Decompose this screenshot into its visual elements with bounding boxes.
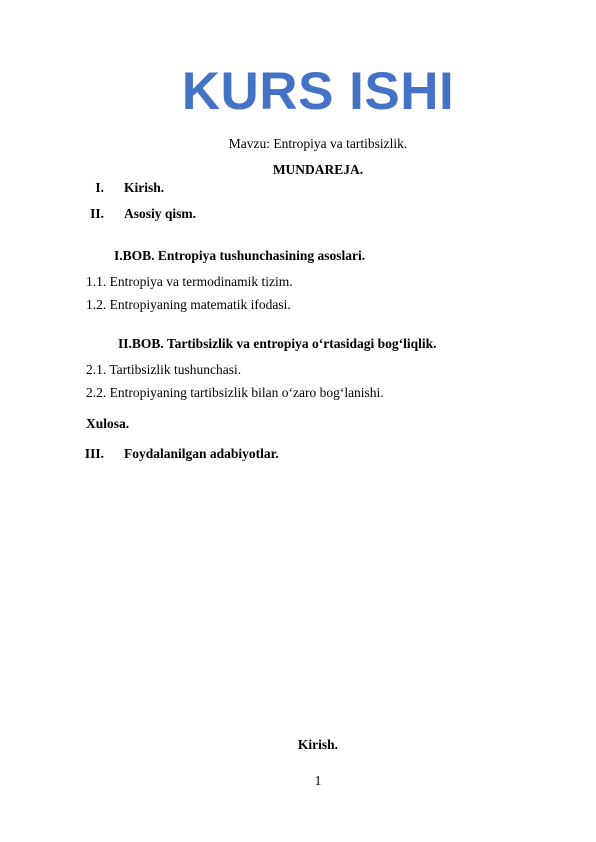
- toc-section-number: I.: [95, 180, 104, 195]
- toc-section-number: II.: [90, 206, 104, 221]
- toc-item: 1.2. Entropiyaning matematik ifodasi.: [86, 297, 291, 312]
- toc-heading: MUNDAREJA.: [272, 162, 364, 177]
- toc-item: 2.2. Entropiyaning tartibsizlik bilan o‘zaro bog‘lanishi.: [86, 385, 384, 400]
- toc-section-number: III.: [84, 446, 104, 461]
- section-heading: Kirish.: [297, 737, 339, 752]
- toc-item: 1.1. Entropiya va termodinamik tizim.: [86, 274, 293, 289]
- toc-chapter-title: II.BOB. Tartibsizlik va entropiya o‘rtasidagi bog‘liqlik.: [118, 336, 437, 351]
- toc-chapter-title: I.BOB. Entropiya tushunchasining asoslari.: [114, 248, 366, 263]
- document-title: KURS ISHI: [181, 62, 455, 121]
- toc-section-label: Kirish.: [124, 180, 165, 195]
- toc-item: 2.1. Tartibsizlik tushunchasi.: [86, 362, 242, 377]
- toc-conclusion: Xulosa.: [86, 416, 130, 431]
- document-subject: Mavzu: Entropiya va tartibsizlik.: [228, 136, 408, 151]
- toc-section-label: Asosiy qism.: [124, 206, 197, 221]
- toc-section-label: Foydalanilgan adabiyotlar.: [124, 446, 279, 461]
- page-number: 1: [314, 773, 322, 788]
